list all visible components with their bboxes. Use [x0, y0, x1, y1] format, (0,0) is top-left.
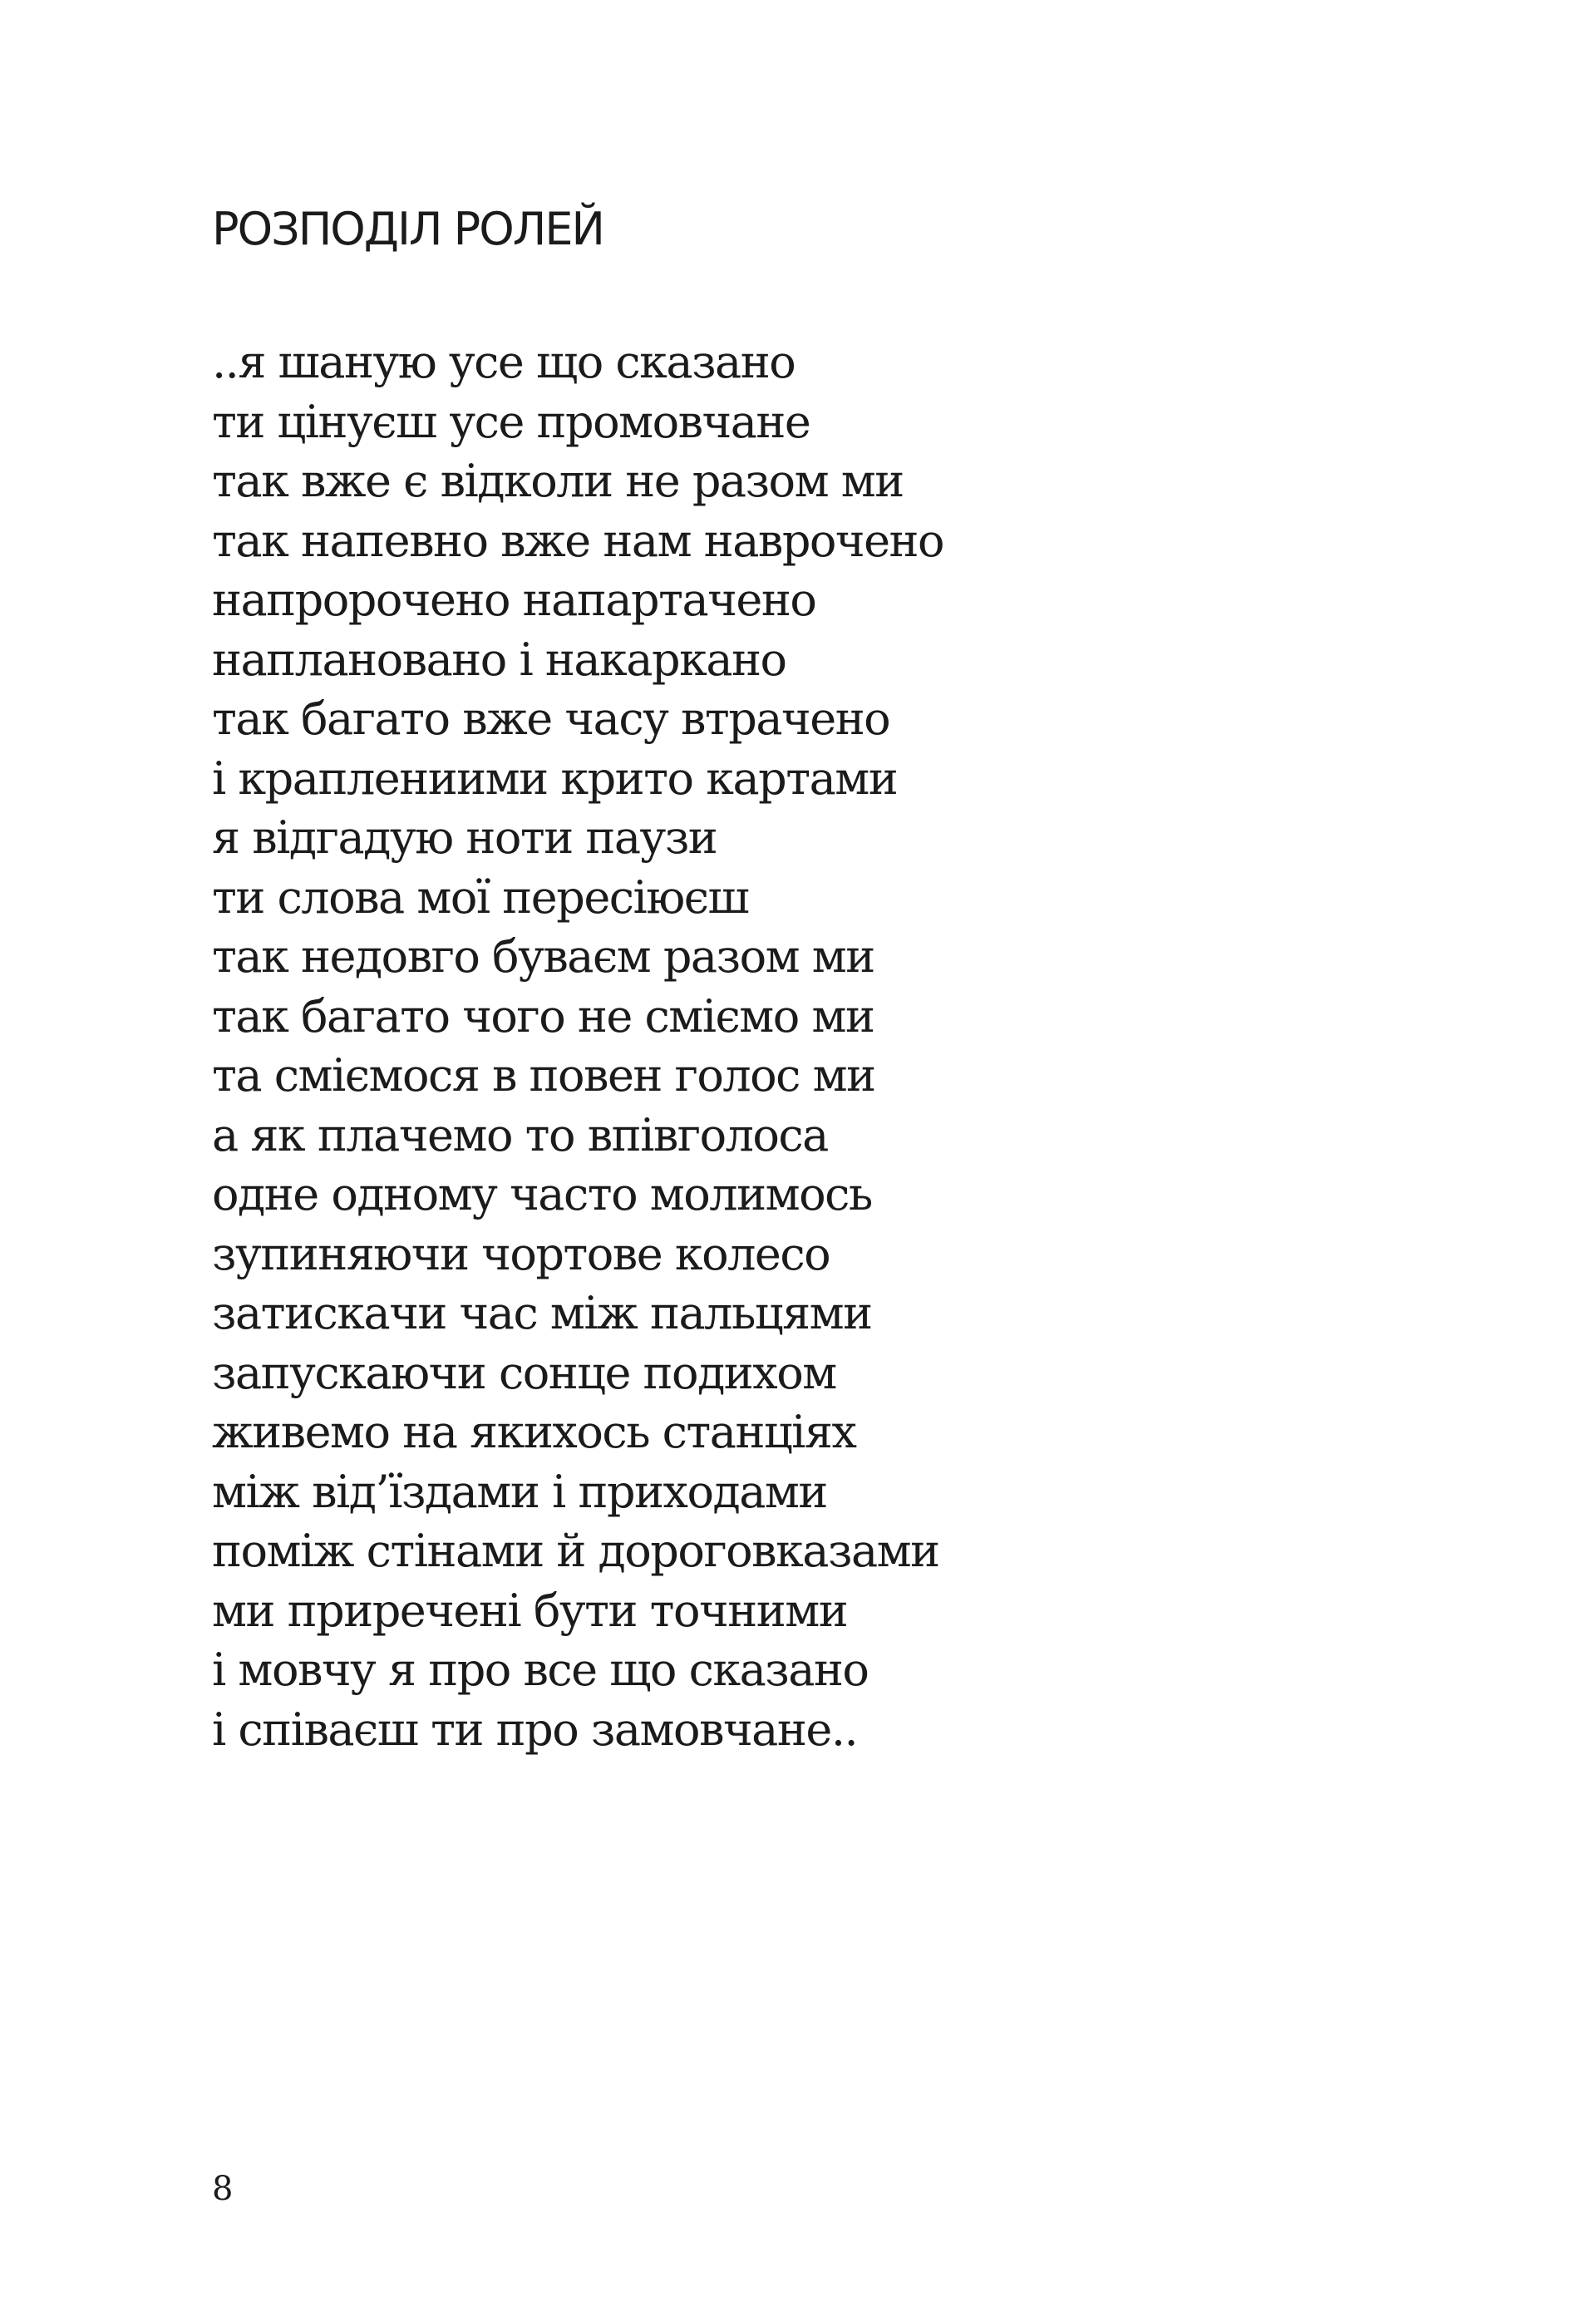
poem-line: і краплениими крито картами [212, 752, 898, 805]
poem-line: запускаючи сонце подихом [212, 1346, 836, 1399]
poem-line: живемо на якихось станціях [212, 1406, 856, 1458]
poem-title: РОЗПОДІЛ РОЛЕЙ [212, 203, 603, 255]
poem-line: затискачи час між пальцями [212, 1287, 872, 1339]
poem-line: ..я шаную усе що сказано [212, 336, 796, 388]
poem-line: а як плачемо то впівголоса [212, 1108, 828, 1161]
poem-line: і співаєш ти про замовчане.. [212, 1703, 858, 1756]
poem-line: і мовчу я про все що сказано [212, 1644, 869, 1696]
poem-line: так напевно вже нам наврочено [212, 514, 944, 567]
poem-line: та сміємося в повен голос ми [212, 1049, 875, 1102]
poem-line: одне одному часто молимось [212, 1168, 872, 1220]
poem-line: так недовго буваєм разом ми [212, 930, 874, 983]
poem-line: так багато вже часу втрачено [212, 693, 890, 745]
poem-line: напророчено напартачено [212, 574, 816, 626]
poem-line: зупиняючи чортове колесо [212, 1227, 830, 1280]
poem-line: поміж стінами й дороговказами [212, 1525, 939, 1577]
poem-line: я відгадую ноти паузи [212, 811, 717, 864]
poem-line: так багато чого не сміємо ми [212, 989, 874, 1043]
poem-line: так вже є відколи не разом ми [212, 455, 904, 507]
poem-line: між від’їздами і приходами [212, 1465, 827, 1518]
poem-line: наплановано і накаркано [212, 633, 786, 686]
poem-line: ти цінуєш усе промовчане [212, 395, 810, 448]
poem-body [212, 333, 943, 1759]
poem-line: ти слова мої пересіюєш [212, 870, 749, 924]
page-number: 8 [212, 2170, 234, 2208]
poem-line: ми приречені бути точними [212, 1584, 848, 1637]
